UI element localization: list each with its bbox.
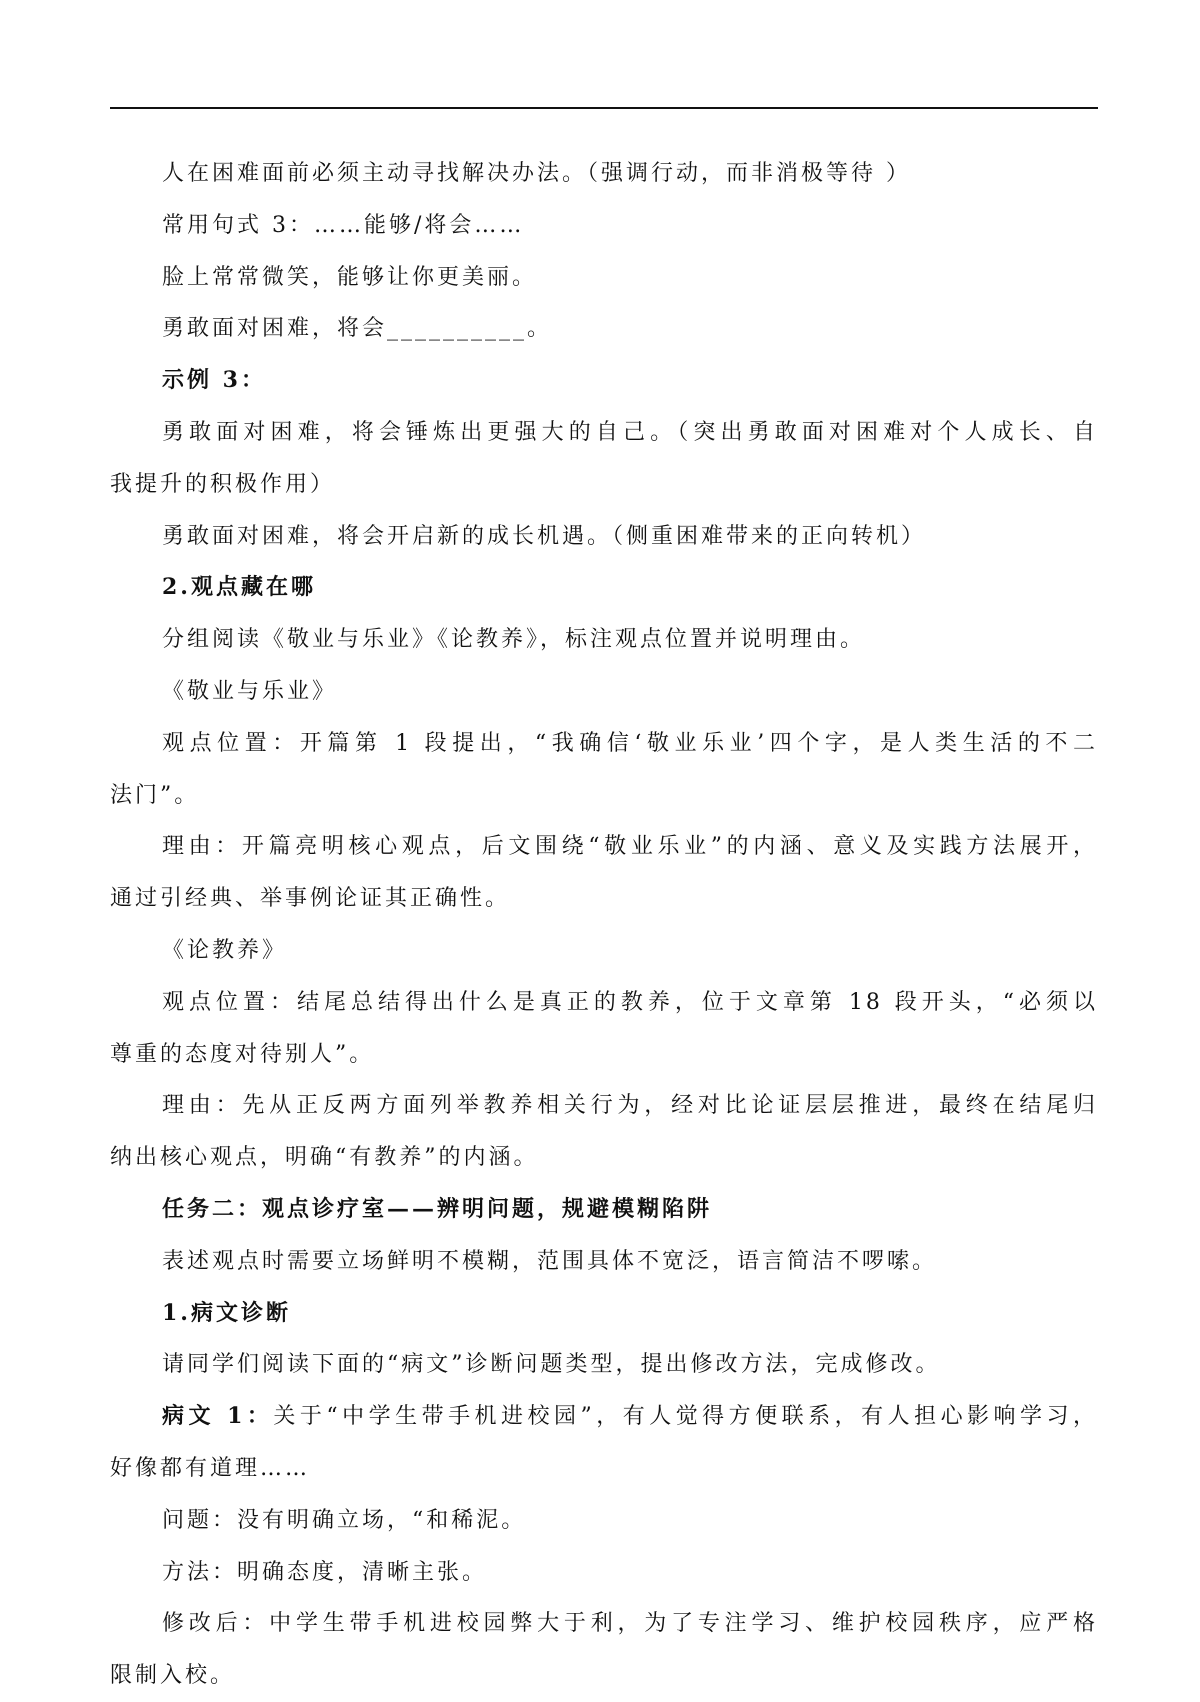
section-heading: 2.观点藏在哪 (162, 574, 316, 601)
text-title: 《论教养》 (162, 937, 288, 963)
text-line: 勇敢面对困难，将会锤炼出更强大的自己。（突出勇敢面对困难对个人成长、自 (162, 419, 1098, 445)
text-line: 人在困难面前必须主动寻找解决办法。（强调行动，而非消极等待 ） (162, 161, 911, 186)
text-line: 勇敢面对困难，将会开启新的成长机遇。（侧重困难带来的正向转机） (162, 523, 927, 549)
text-line: 方法：明确态度，清晰主张。 (162, 1559, 488, 1585)
text-line: 通过引经典、举事例论证其正确性。 (110, 886, 511, 912)
text-line: 法门”。 (110, 782, 200, 808)
case-text: 关于“中学生带手机进校园”，有人觉得方便联系，有人担心影响学习， (273, 1404, 1098, 1430)
text-line: 理由：先从正反两方面列举教养相关行为，经对比论证层层推进，最终在结尾归 (162, 1093, 1098, 1119)
task-heading: 任务二：观点诊疗室——辨明问题，规避模糊陷阱 (162, 1195, 713, 1222)
header-rule (110, 107, 1098, 109)
text-line: 表述观点时需要立场鲜明不模糊，范围具体不宽泛，语言简洁不啰嗦。 (162, 1248, 938, 1274)
text-line: 好像都有道理…… (110, 1455, 311, 1481)
text-line: 分组阅读《敬业与乐业》《论教养》，标注观点位置并说明理由。 (162, 627, 866, 653)
example-heading: 示例 3： (162, 367, 266, 394)
text-line: 限制入校。 (110, 1663, 236, 1689)
text-line: 请同学们阅读下面的“病文”诊断问题类型，提出修改方法，完成修改。 (162, 1352, 941, 1378)
text-line: 理由：开篇亮明核心观点，后文围绕“敬业乐业”的内涵、意义及实践方法展开， (162, 834, 1098, 860)
text-line: 修改后：中学生带手机进校园弊大于利，为了专注学习、维护校园秩序，应严格 (162, 1611, 1098, 1637)
text-line: 常用句式 3：……能够/将会…… (162, 212, 525, 238)
document-body (110, 148, 1098, 1702)
text-line: 我提升的积极作用） (110, 471, 336, 497)
text-line: 观点位置：结尾总结得出什么是真正的教养，位于文章第 18 段开头，“必须以 (162, 989, 1098, 1015)
text-line: 勇敢面对困难，将会__________。 (162, 316, 553, 342)
case-label: 病文 1： (162, 1403, 274, 1430)
text-line: 纳出核心观点，明确“有教养”的内涵。 (110, 1145, 539, 1171)
text-line: 观点位置：开篇第 1 段提出，“我确信‘敬业乐业’四个字，是人类生活的不二 (162, 730, 1098, 756)
section-heading: 1.病文诊断 (162, 1299, 291, 1326)
text-line (110, 1391, 1098, 1443)
text-line: 问题：没有明确立场，“和稀泥。 (162, 1507, 527, 1533)
text-line: 脸上常常微笑，能够让你更美丽。 (162, 264, 538, 290)
text-title: 《敬业与乐业》 (162, 678, 338, 704)
text-line: 尊重的态度对待别人”。 (110, 1041, 375, 1067)
